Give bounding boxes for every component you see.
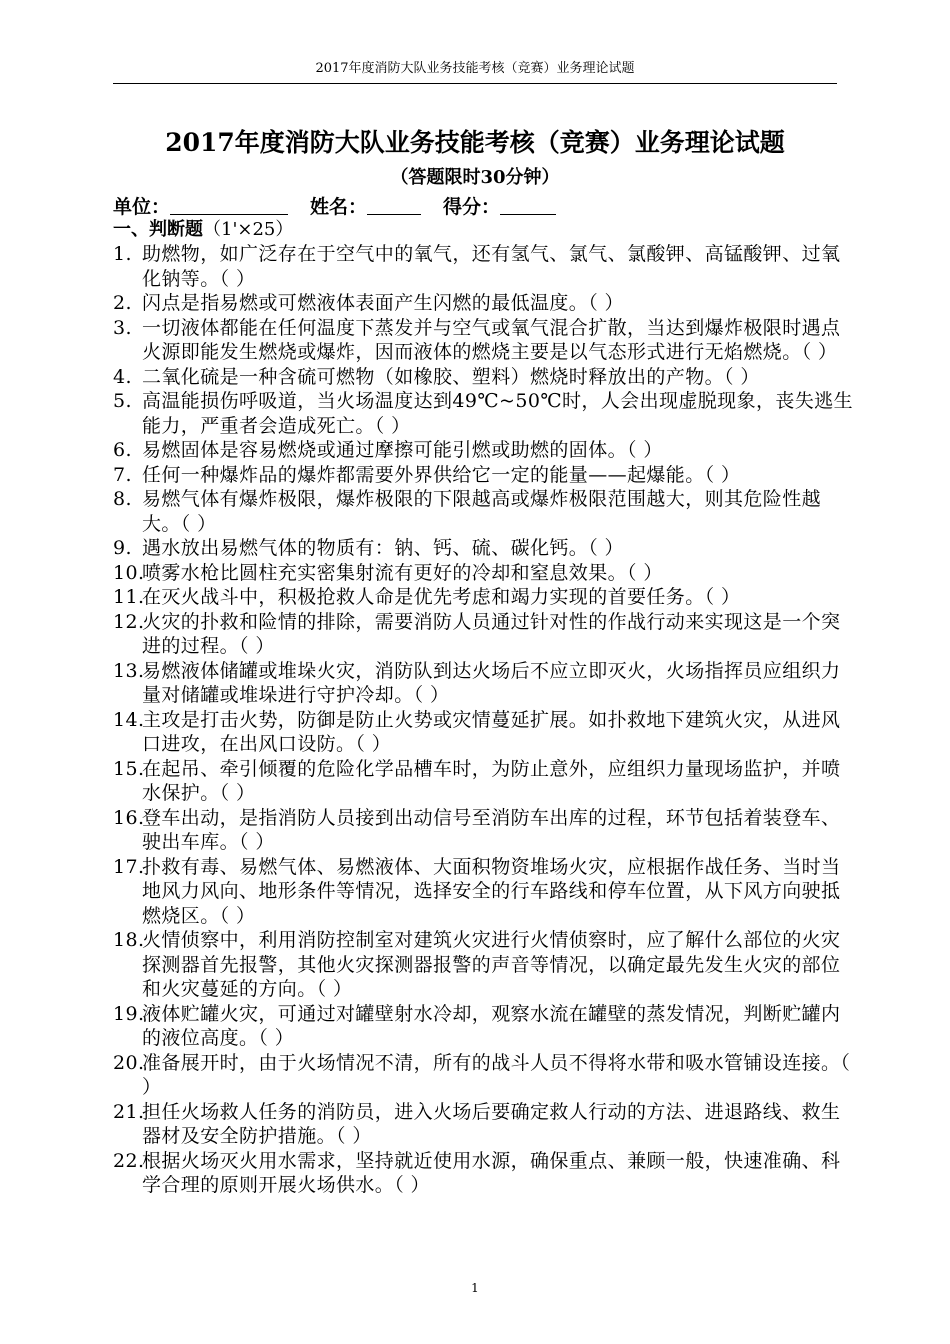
question-item	[113, 463, 853, 488]
question-list	[113, 242, 853, 1198]
question-text: 主攻是打击火势，防御是防止火势或灾情蔓延扩展。如扑救地下建筑火灾，从进风口进攻，在出风口设防。（ ）	[142, 708, 841, 755]
question-number: 19.	[113, 1002, 145, 1025]
question-text: 任何一种爆炸品的爆炸都需要外界供给它一定的能量——起爆能。（ ）	[142, 463, 741, 486]
question-item	[113, 1149, 853, 1198]
question-text: 遇水放出易燃气体的物质有：钠、钙、硫、碳化钙。（ ）	[142, 537, 624, 559]
name-blank[interactable]	[367, 196, 421, 215]
score-label: 得分：	[443, 196, 501, 218]
question-text: 闪点是指易燃或可燃液体表面产生闪燃的最低温度。（ ）	[142, 292, 624, 314]
question-item	[113, 1100, 853, 1149]
section-heading	[113, 218, 293, 242]
name-label: 姓名：	[310, 196, 368, 218]
question-item	[113, 855, 853, 929]
question-text: 二氧化硫是一种含硫可燃物（如橡胶、塑料）燃烧时释放出的产物。（ ）	[142, 365, 760, 388]
question-item	[113, 438, 853, 463]
running-header: 2017年度消防大队业务技能考核（竞赛）业务理论试题	[315, 61, 635, 76]
question-number: 21.	[113, 1100, 145, 1123]
page-number: 1	[471, 1281, 479, 1295]
section-score: （1'×25）	[203, 219, 294, 240]
question-text: 根据火场灭火用水需求，坚持就近使用水源，确保重点、兼顾一般，快速准确、科学合理的原则开展火场供水。（ ）	[142, 1149, 841, 1196]
question-number: 18.	[113, 929, 145, 951]
question-number: 10.	[113, 561, 145, 584]
question-text: 一切液体都能在任何温度下蒸发并与空气或氧气混合扩散，当达到爆炸极限时遇点火源即能发生燃烧或爆炸，因而液体的燃烧主要是以气态形式进行无焰燃烧。（ ）	[142, 316, 841, 363]
question-number: 3.	[113, 316, 132, 339]
question-text: 喷雾水枪比圆柱充实密集射流有更好的冷却和窒息效果。（ ）	[142, 561, 663, 584]
question-text: 液体贮罐火灾，可通过对罐壁射水冷却，观察水流在罐壁的蒸发情况，判断贮罐内的液位高度。（ ）	[142, 1002, 841, 1049]
question-number: 14.	[113, 708, 145, 731]
question-text: 高温能损伤呼吸道，当火场温度达到49℃~50℃时，人会出现虚脱现象，丧失逃生能力，严重者会造成死亡。（ ）	[142, 390, 853, 437]
question-item	[113, 316, 853, 365]
question-item	[113, 242, 853, 291]
question-item	[113, 610, 853, 659]
question-text: 易燃气体有爆炸极限，爆炸极限的下限越高或爆炸极限范围越大，则其危险性越大。（ ）	[142, 488, 822, 535]
question-text: 火灾的扑救和险情的排除，需要消防人员通过针对性的作战行动来实现这是一个突进的过程。（ ）	[142, 610, 841, 657]
question-number: 11.	[113, 586, 145, 608]
question-item	[113, 708, 853, 757]
question-item	[113, 585, 853, 610]
question-number: 12.	[113, 610, 145, 633]
question-number: 16.	[113, 806, 145, 829]
question-text: 在起吊、牵引倾覆的危险化学品槽车时，为防止意外，应组织力量现场监护，并喷水保护。（ ）	[142, 757, 841, 804]
question-item	[113, 757, 853, 806]
question-text: 担任火场救人任务的消防员，进入火场后要确定救人行动的方法、进退路线、救生器材及安全防护措施。（ ）	[142, 1100, 841, 1147]
unit-blank[interactable]	[170, 196, 288, 215]
question-text: 登车出动，是指消防人员接到出动信号至消防车出库的过程，环节包括着装登车、驶出车库。（ ）	[142, 806, 841, 853]
question-text: 易燃固体是容易燃烧或通过摩擦可能引燃或助燃的固体。（ ）	[142, 439, 663, 461]
question-number: 6.	[113, 439, 132, 461]
question-number: 5.	[113, 390, 132, 412]
question-number: 9.	[113, 537, 132, 559]
unit-label: 单位：	[113, 196, 171, 218]
examinee-info-line	[113, 194, 837, 220]
question-text: 易燃液体储罐或堆垛火灾，消防队到达火场后不应立即灭火，火场指挥员应组织力量对储罐或堆垛进行守护冷却。（ ）	[142, 659, 841, 706]
question-text: 准备展开时，由于火场情况不清，所有的战斗人员不得将水带和吸水管铺设连接。（ ）	[142, 1051, 851, 1098]
question-number: 8.	[113, 488, 132, 510]
time-limit-subtitle: （答题限时30分钟）	[390, 167, 560, 188]
question-number: 4.	[113, 365, 132, 388]
question-item	[113, 928, 853, 1002]
question-text: 在灭火战斗中，积极抢救人命是优先考虑和竭力实现的首要任务。（ ）	[142, 586, 741, 608]
question-item	[113, 536, 853, 561]
question-number: 13.	[113, 659, 145, 682]
page-title: 2017年度消防大队业务技能考核（竞赛）业务理论试题	[165, 128, 785, 157]
question-text: 扑救有毒、易燃气体、易燃液体、大面积物资堆场火灾，应根据作战任务、当时当地风力风向、地形条件等情况，选择安全的行车路线和停车位置，从下风方向驶抵燃烧区。（ ）	[142, 855, 841, 927]
question-item	[113, 1002, 853, 1051]
question-item	[113, 561, 853, 586]
question-text: 火情侦察中，利用消防控制室对建筑火灾进行火情侦察时，应了解什么部位的火灾探测器首先报警，其他火灾探测器报警的声音等情况，以确定最先发生火灾的部位和火灾蔓延的方向。（ ）	[142, 929, 841, 1000]
question-item	[113, 389, 853, 438]
header-divider	[113, 83, 837, 84]
section-title: 一、判断题	[113, 219, 203, 240]
question-number: 1.	[113, 243, 132, 265]
question-item	[113, 487, 853, 536]
question-number: 2.	[113, 292, 132, 314]
question-number: 17.	[113, 855, 145, 878]
question-item	[113, 806, 853, 855]
question-item	[113, 291, 853, 316]
question-number: 20.	[113, 1051, 145, 1074]
score-blank[interactable]	[500, 196, 556, 215]
question-item	[113, 659, 853, 708]
question-item	[113, 365, 853, 390]
question-number: 7.	[113, 463, 132, 486]
question-item	[113, 1051, 853, 1100]
question-text: 助燃物，如广泛存在于空气中的氧气，还有氢气、氯气、氯酸钾、高锰酸钾、过氧化钠等。（ ）	[142, 243, 841, 290]
question-number: 15.	[113, 757, 145, 780]
question-number: 22.	[113, 1149, 145, 1172]
